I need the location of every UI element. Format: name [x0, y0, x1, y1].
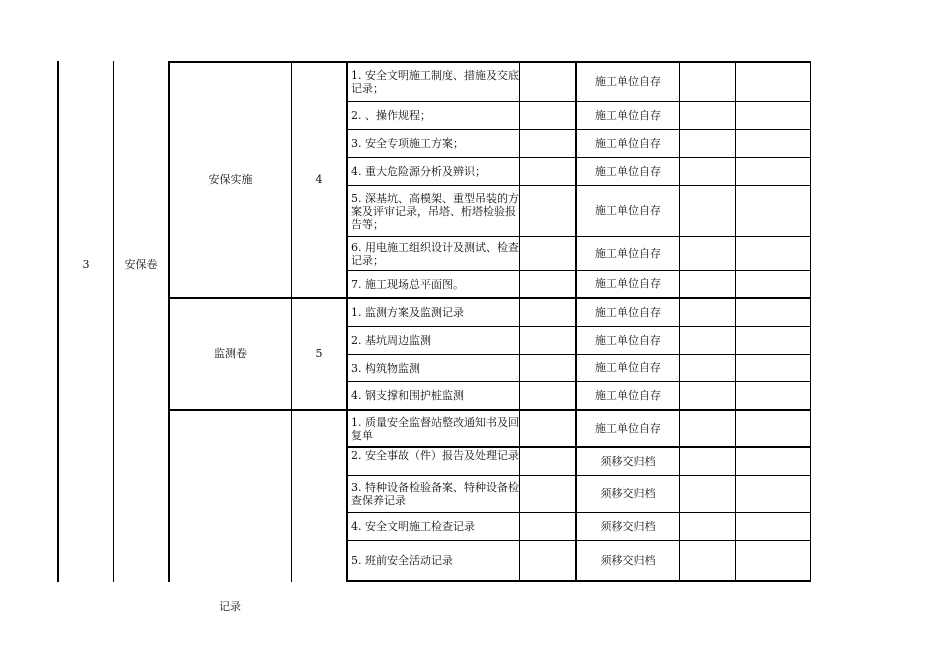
- item-text: 1. 监测方案及监测记录: [351, 306, 464, 319]
- storage-note: 施工单位自存: [595, 136, 661, 150]
- item-text: 3. 构筑物监测: [351, 361, 420, 375]
- group-count: [292, 411, 346, 581]
- storage-note: 须移交归档: [600, 553, 656, 567]
- storage-note: 须移交归档: [600, 487, 656, 500]
- item-text: 2. 安全事故（件）报告及处理记录: [351, 449, 519, 462]
- item-text: 1. 安全文明施工制度、措施及交底记录；: [351, 69, 519, 95]
- item-text: 3. 特种设备检验备案、特种设备检查保养记录: [351, 481, 519, 507]
- group-name: 监测卷: [214, 347, 247, 360]
- item-text: 5. 深基坑、高模架、重型吊装的方案及评审记录，吊塔、桁塔检验报告等；: [351, 191, 519, 231]
- storage-note: 施工单位自存: [595, 75, 661, 88]
- storage-note: 施工单位自存: [595, 361, 661, 374]
- item-text: 7. 施工现场总平面图。: [351, 277, 464, 291]
- storage-note: 施工单位自存: [595, 246, 661, 260]
- storage-note: 施工单位自存: [595, 204, 661, 217]
- storage-note: 施工单位自存: [595, 277, 661, 290]
- item-text: 3. 安全专项施工方案；: [351, 137, 464, 150]
- group-name: [170, 411, 291, 581]
- storage-note: 施工单位自存: [595, 164, 661, 178]
- section-name: 安保卷: [124, 258, 158, 271]
- item-text: 2. 基坑周边监测: [351, 334, 431, 347]
- item-text: 5. 班前安全活动记录: [351, 554, 453, 567]
- bottom-border: [346, 580, 811, 582]
- overflow-text: 记录: [219, 600, 241, 613]
- extra-col-divider: [735, 61, 736, 582]
- item-text: 4. 钢支撑和围护桩监测: [351, 389, 464, 402]
- storage-note: 施工单位自存: [595, 108, 661, 122]
- left-border: [57, 61, 59, 582]
- storage-note: 施工单位自存: [595, 305, 661, 319]
- storage-note: 须移交归档: [600, 519, 656, 533]
- item-text: 2. 、操作规程；: [351, 109, 431, 122]
- item-text: 4. 重大危险源分析及辨识；: [351, 165, 486, 178]
- storage-note: 施工单位自存: [595, 421, 661, 435]
- section-number: 3: [82, 258, 90, 271]
- item-text: 6. 用电施工组织设计及测试、检查记录；: [351, 240, 519, 267]
- group-count: 5: [315, 347, 323, 360]
- section-col-divider: [113, 61, 114, 582]
- item-col-divider: [519, 61, 520, 582]
- group-name: 安保实施: [208, 173, 253, 186]
- storage-note: 施工单位自存: [595, 333, 661, 347]
- group-count: 4: [315, 173, 323, 186]
- item-text: 4. 安全文明施工检查记录: [351, 520, 475, 533]
- storage-note: 施工单位自存: [595, 388, 661, 402]
- storage-col-divider: [679, 61, 680, 582]
- storage-note: 须移交归档: [600, 454, 656, 468]
- item-text: 1. 质量安全监督站整改通知书及回复单: [351, 415, 519, 442]
- right-border: [810, 61, 811, 582]
